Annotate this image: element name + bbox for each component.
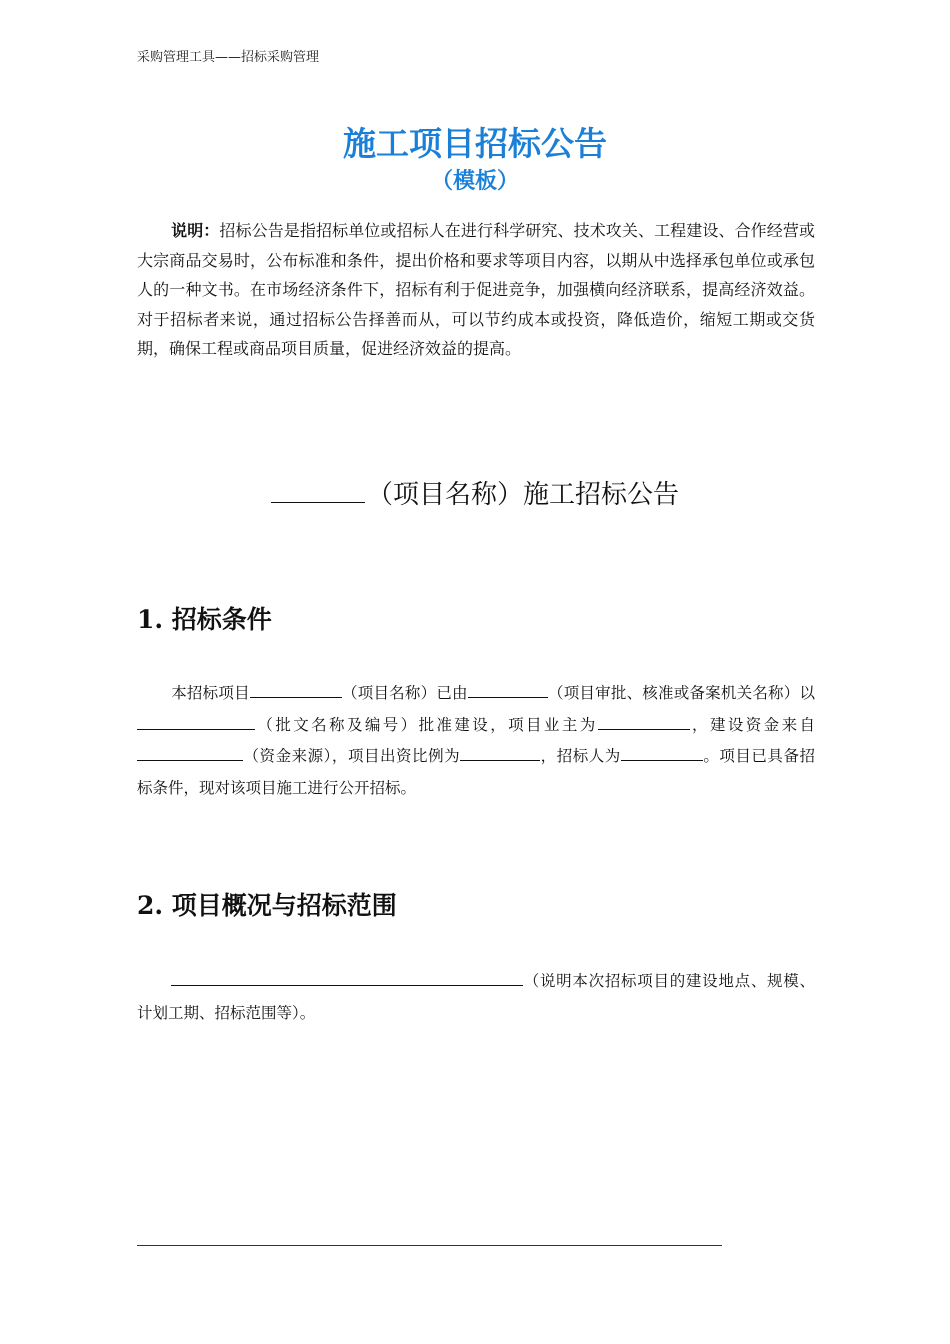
explanation-text: 招标公告是指招标单位或招标人在进行科学研究、技术攻关、工程建设、合作经营或大宗商品交易时，公布标准和条件，提出价格和要求等项目内容，以期从中选择承包单位或承包人的一种文书。在市场经济条件下，招标有利于促进竞争，加强横向经济联系，提高经济效益。对于招标者来说，通过招标公告择善而从，可以节约成本或投资，降低造价，缩短工期或交货期，确保工程或商品项目质量，促进经济效益的提高。 (137, 221, 815, 358)
text-segment: 。项目已具备招标条件，现对该项目施工进行公开招标。 (137, 747, 815, 797)
text-segment: （说明本次招标项目的建设地点、规模、计划工期、招标范围等）。 (137, 972, 815, 1022)
text-segment: （项目名称）已由 (341, 684, 468, 702)
section-heading-project-overview: 2. 项目概况与招标范围 (137, 891, 397, 920)
section-heading-bidding-conditions: 1. 招标条件 (137, 605, 272, 634)
fill-blank (137, 711, 255, 730)
fill-blank (250, 679, 342, 698)
explanation-label: 说明： (171, 221, 220, 240)
text-segment: （项目审批、核准或备案机关名称）以 (547, 684, 815, 702)
project-overview-paragraph (137, 966, 815, 1029)
text-segment: （批文名称及编号）批准建设，项目业主为 (255, 715, 598, 734)
text-segment: ，建设资金来自 (689, 715, 815, 734)
document-subtitle: （模板） (430, 169, 519, 194)
footer-divider (137, 1245, 722, 1246)
fill-blank (171, 967, 523, 986)
bidding-conditions-paragraph (137, 678, 815, 804)
page-header: 采购管理工具——招标采购管理 (137, 50, 320, 65)
fill-blank (137, 742, 243, 761)
notice-title (0, 474, 950, 511)
fill-blank (468, 679, 548, 698)
project-name-blank (271, 476, 365, 503)
explanation-paragraph (137, 216, 815, 364)
notice-title-text: （项目名称）施工招标公告 (366, 480, 679, 510)
fill-blank (621, 742, 703, 761)
text-segment: ，招标人为 (540, 747, 621, 765)
text-segment: （资金来源），项目出资比例为 (243, 747, 461, 765)
fill-blank (598, 711, 690, 730)
fill-blank (460, 742, 540, 761)
document-title: 施工项目招标公告 (343, 124, 607, 163)
text-segment: 本招标项目 (171, 684, 250, 702)
